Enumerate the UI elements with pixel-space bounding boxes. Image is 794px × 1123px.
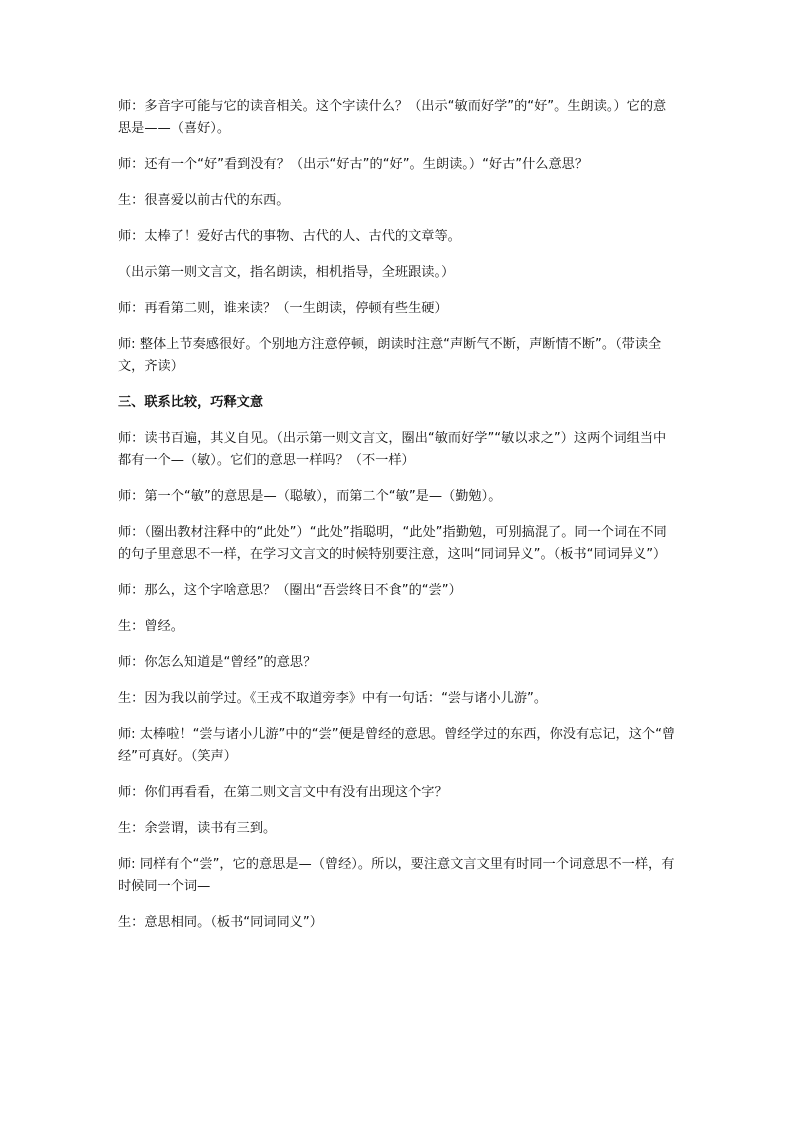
paragraph-4: 师：太棒了！爱好古代的事物、古代的人、古代的文章等。 [118,229,461,244]
paragraph-14: 师：你怎么知道是“曾经”的意思？ [118,655,317,670]
paragraph-3: 生：很喜爱以前古代的东西。 [118,193,290,208]
paragraph-16: 师: 太棒啦！“尝与诸小儿游”中的“尝”便是曾经的意思。曾经学过的东西，你没有忘记，这个“曾经”可真好。（笑声） [118,727,676,764]
paragraph-18: 生：余尝谓，读书有三到。 [118,821,277,836]
paragraph-20: 生：意思相同。（板书“同词同义”） [118,915,323,930]
paragraph-1: 师：多音字可能与它的读音相关。这个字读什么？（出示“敏而好学”的“好”。生朗读。）它的意思是——（喜好）。 [118,99,667,136]
paragraph-9: 师：读书百遍，其义自见。（出示第一则文言文，圈出“敏而好学”“敏以求之”）这两个词组当中都有一个—（敏）。它们的意思一样吗？（不一样） [118,431,667,468]
paragraph-2: 师：还有一个“好”看到没有？（出示“好古”的“好”。生朗读。）“好古”什么意思？ [118,157,589,172]
paragraph-5: （出示第一则文言文，指名朗读，相机指导，全班跟读。） [118,265,455,280]
paragraph-10: 师：第一个“敏”的意思是—（聪敏），而第二个“敏”是—（勤勉）。 [118,489,502,504]
paragraph-17: 师：你们再看看，在第二则文言文中有没有出现这个字？ [118,785,448,800]
paragraph-11: 师：（圈出教材注释中的“此处”）“此处”指聪明，“此处”指勤勉，可别搞混了。同一个词在不同的句子里意思不一样，在学习文言文的时候特别要注意，这叫“同词异义”。（板书“同词异义”） [118,525,667,562]
paragraph-12: 师：那么，这个字啥意思？（圈出“吾尝终日不食”的“尝”） [118,583,462,598]
paragraph-15: 生：因为我以前学过。《王戎不取道旁李》中有一句话：“尝与诸小儿游”。 [118,691,548,706]
section-heading: 三、联系比较，巧释文意 [118,395,264,410]
document-page [118,96,678,948]
paragraph-13: 生：曾经。 [118,619,184,634]
paragraph-19: 师: 同样有个“尝”，它的意思是—（曾经）。所以，要注意文言文里有时同一个词意思不一样，有时候同一个词— [118,857,675,894]
paragraph-7: 师: 整体上节奏感很好。个别地方注意停顿，朗读时注意“声断气不断，声断情不断”。（带读全文，齐读） [118,337,662,374]
paragraph-6: 师：再看第二则，谁来读？（一生朗读，停顿有些生硬） [118,301,448,316]
